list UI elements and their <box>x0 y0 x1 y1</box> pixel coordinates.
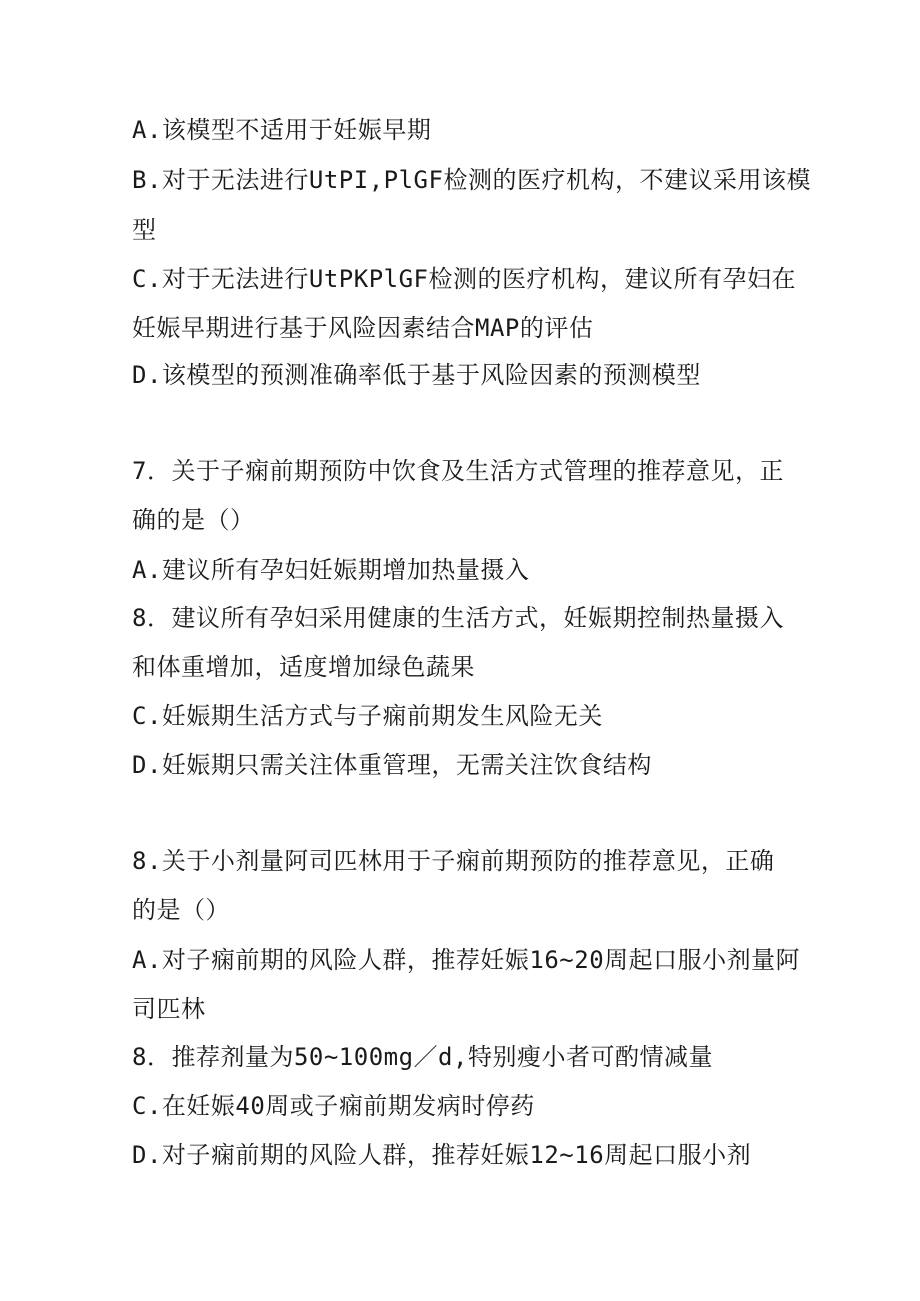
text-line: A.对子痫前期的风险人群，推荐妊娠16~20周起口服小剂量阿 <box>132 946 801 974</box>
text-line: 确的是（） <box>132 506 255 534</box>
text-line: 8.关于小剂量阿司匹林用于子痫前期预防的推荐意见，正确 <box>132 847 775 875</box>
text-line: 妊娠早期进行基于风险因素结合MAP的评估 <box>132 314 594 342</box>
text-line: D.妊娠期只需关注体重管理，无需关注饮食结构 <box>132 751 652 779</box>
text-line: C.妊娠期生活方式与子痫前期发生风险无关 <box>132 702 603 730</box>
text-line: 和体重增加，适度增加绿色蔬果 <box>132 653 475 681</box>
text-line: C.在妊娠40周或子痫前期发病时停药 <box>132 1092 535 1120</box>
text-line: D.对子痫前期的风险人群，推荐妊娠12~16周起口服小剂 <box>132 1141 752 1169</box>
text-line: D.该模型的预测准确率低于基于风险因素的预测模型 <box>132 361 701 389</box>
text-line: A.该模型不适用于妊娠早期 <box>132 116 432 144</box>
text-line: 7．关于子痫前期预防中饮食及生活方式管理的推荐意见，正 <box>132 457 784 485</box>
text-line: 8．推荐剂量为50~100mg／d,特别瘦小者可酌情减量 <box>132 1043 713 1071</box>
text-line: B.对于无法进行UtPI,PlGF检测的医疗机构，不建议采用该模 <box>132 166 811 194</box>
text-line: 司匹林 <box>132 995 206 1023</box>
text-line: 的是（） <box>132 896 230 924</box>
text-line: 型 <box>132 216 157 244</box>
text-line: C.对于无法进行UtPKPlGF检测的医疗机构，建议所有孕妇在 <box>132 265 796 293</box>
text-line: 8．建议所有孕妇采用健康的生活方式，妊娠期控制热量摄入 <box>132 604 784 632</box>
text-line: A.建议所有孕妇妊娠期增加热量摄入 <box>132 556 530 584</box>
